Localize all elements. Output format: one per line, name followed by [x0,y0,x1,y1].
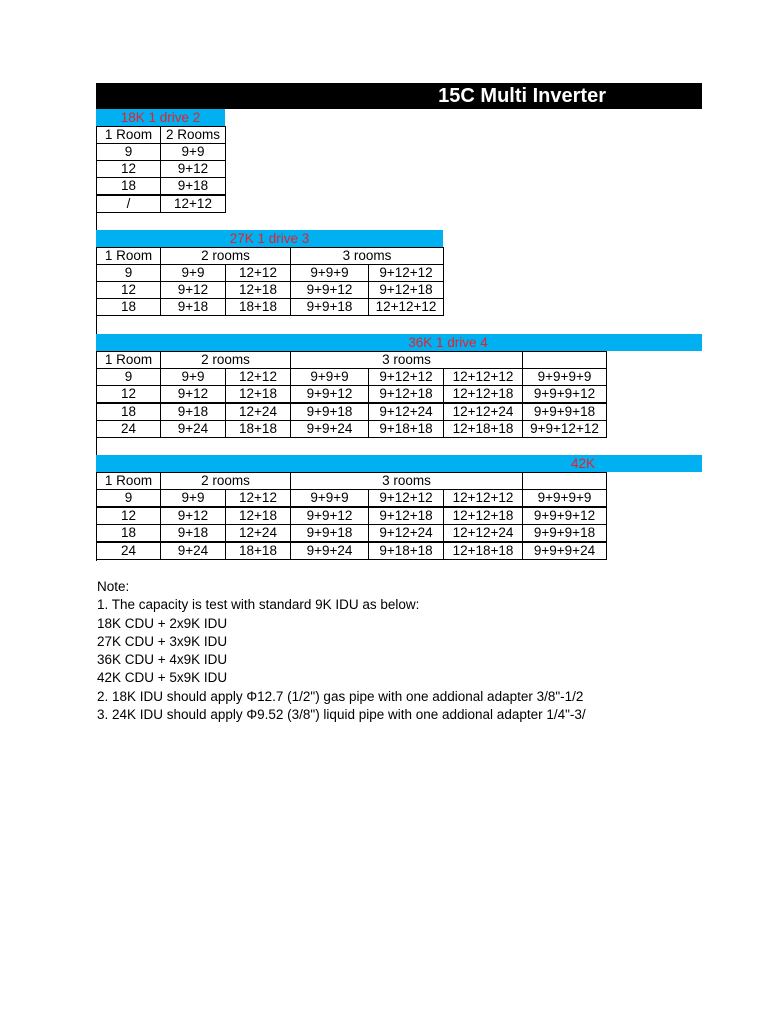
table-cell: 12+18+18 [443,420,523,438]
header-cell: 2 rooms [160,247,291,265]
table-cell: 12+12+12 [368,298,444,316]
table-cell: 9+9 [160,489,226,507]
header-cell: 1 Room [96,351,161,369]
table-cell: 12+18+18 [443,542,523,560]
table-cell: 9+9+12 [290,385,369,403]
table-cell: 12+18 [225,281,291,299]
section3-banner-text: 36K 1 drive 4 [408,335,488,350]
table-cell: 9 [96,264,161,282]
table-cell: 12+18 [225,385,291,403]
table-cell: 12 [96,385,161,403]
table-cell: 9 [96,489,161,507]
table-cell: 9 [96,368,161,386]
table-cell: 9+24 [160,542,226,560]
table-cell: 9+9+9 [290,489,369,507]
table-cell: 9+18 [160,403,226,421]
table-cell: 12+12+12 [443,368,523,386]
section4-banner-text: 42K [570,456,596,471]
note-line: 42K CDU + 5x9K IDU [97,670,228,686]
note-line: 2. 18K IDU should apply Φ12.7 (1/2") gas pipe with one addional adapter 3/8"-1/2 [97,688,584,704]
table-cell: 12+12+12 [443,489,523,507]
table-cell: 9+18 [160,524,226,542]
table-cell: 9+12+18 [368,507,444,525]
header-cell: 2 rooms [160,472,291,490]
note-line: Note: [97,579,130,594]
table-cell: 9+12+18 [368,281,444,299]
table-cell: 9+12 [160,281,226,299]
table-cell: 9+24 [160,420,226,438]
header-cell [522,472,607,490]
table-cell: 12+24 [225,524,291,542]
table-cell: 9+9 [160,264,226,282]
header-cell: 3 rooms [290,351,523,369]
note-line: 18K CDU + 2x9K IDU [97,615,228,631]
table-cell: 9+9+12 [290,507,369,525]
table-cell: 18+18 [225,542,291,560]
table-cell: 12+12 [225,264,291,282]
table-cell: 9+9+18 [290,298,369,316]
table-cell: 12 [96,507,161,525]
table-cell: 24 [96,420,161,438]
table-cell: 9+9+18 [290,403,369,421]
table-cell: 9+12+24 [368,524,444,542]
table-cell: 9+9+9+9 [522,368,607,386]
table-cell: 18+18 [225,298,291,316]
table-cell: 18 [96,403,161,421]
table-cell: 12+12 [160,195,226,213]
header-cell: 1 Room [96,247,161,265]
table-cell: 9 [96,143,161,161]
table-cell: 9+9+9 [290,368,369,386]
table-cell: 9+18 [160,298,226,316]
table-cell: 12+24 [225,403,291,421]
table-cell: 12+12 [225,489,291,507]
table-cell: 18 [96,524,161,542]
header-cell: 3 rooms [290,472,523,490]
notes-block [97,578,607,724]
table-cell: 9+12+12 [368,489,444,507]
header-cell [522,351,607,369]
note-line: 1. The capacity is test with standard 9K IDU as below: [97,597,420,613]
note-line: 36K CDU + 4x9K IDU [97,652,228,668]
table-cell: 9+12 [160,507,226,525]
table-cell: 12+18 [225,507,291,525]
table-cell: 9+9+9+12 [522,507,607,525]
table-cell: 9+9 [160,368,226,386]
section1-banner-text: 18K 1 drive 2 [120,110,201,125]
table-cell: 9+12+12 [368,264,444,282]
note-line: 27K CDU + 3x9K IDU [97,633,228,649]
table-cell: 18+18 [225,420,291,438]
table-cell: 12 [96,281,161,299]
table-cell: 9+9+24 [290,542,369,560]
table-cell: / [96,195,161,213]
table-cell: 12+12 [225,368,291,386]
table-cell: 9+9+12+12 [522,420,607,438]
table-cell: 9+12 [160,385,226,403]
table-cell: 12+12+18 [443,507,523,525]
table-cell: 9+18+18 [368,420,444,438]
header-cell: 1 Room [96,472,161,490]
table-cell: 9+12 [160,160,226,178]
table-cell: 9+12+12 [368,368,444,386]
table-cell: 9+9+9+9 [522,489,607,507]
section4-banner [96,455,702,472]
table-cell: 9+18 [160,177,226,195]
table-cell: 9+9+9+24 [522,542,607,560]
table-cell: 9+9+18 [290,524,369,542]
header-cell: 2 Rooms [160,126,226,144]
table-cell: 9+12+18 [368,385,444,403]
table-cell: 12+12+18 [443,385,523,403]
table-cell: 18 [96,298,161,316]
section2-banner-text: 27K 1 drive 3 [229,231,310,246]
note-line: 3. 24K IDU should apply Φ9.52 (3/8") liquid pipe with one addional adapter 1/4"-3/ [97,707,586,723]
table-cell: 9+18+18 [368,542,444,560]
table-cell: 9+9+12 [290,281,369,299]
table-cell: 12 [96,160,161,178]
header-cell: 2 rooms [160,351,291,369]
header-cell: 1 Room [96,126,161,144]
table-cell: 12+12+24 [443,403,523,421]
page-title: 15C Multi Inverter [438,85,606,107]
table-cell: 18 [96,177,161,195]
table-cell: 9+9 [160,143,226,161]
header-cell: 3 rooms [290,247,444,265]
table-cell: 9+9+9 [290,264,369,282]
table-cell: 24 [96,542,161,560]
table-cell: 9+9+9+18 [522,524,607,542]
table-cell: 9+9+9+12 [522,385,607,403]
table-cell: 9+12+24 [368,403,444,421]
table-cell: 12+12+24 [443,524,523,542]
table-cell: 9+9+24 [290,420,369,438]
table-cell: 9+9+9+18 [522,403,607,421]
